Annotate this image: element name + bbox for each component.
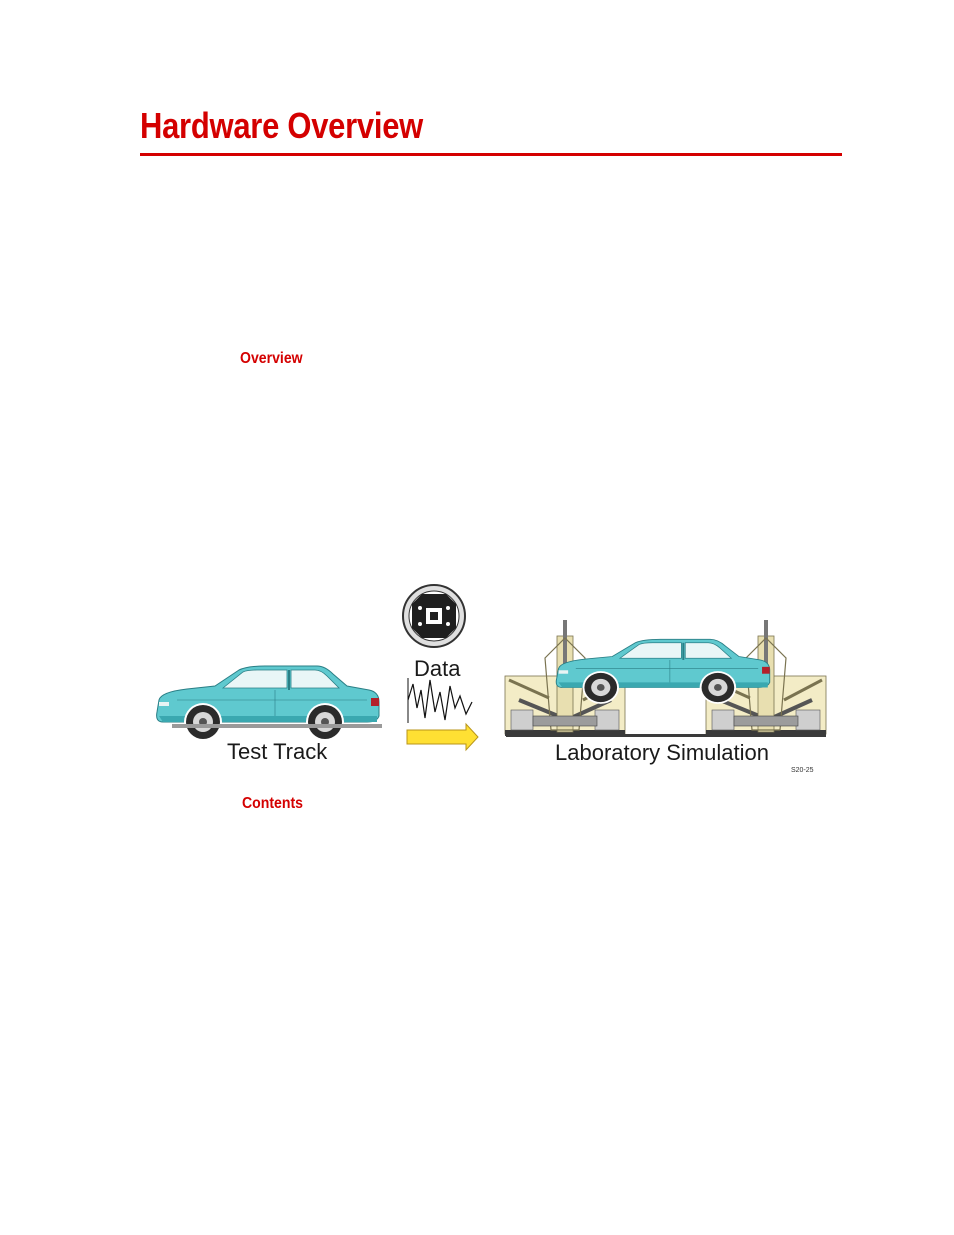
- section-heading-contents: Contents: [242, 795, 304, 812]
- title-rule: [140, 153, 842, 156]
- wheel-transducer-icon: [403, 585, 465, 647]
- figure-code: S20-25: [791, 767, 814, 774]
- test-track-label: Test Track: [227, 739, 328, 764]
- arrow-icon: [407, 724, 478, 750]
- data-label: Data: [414, 656, 461, 681]
- page-title: Hardware Overview: [140, 105, 424, 146]
- data-waveform-icon: [408, 678, 472, 723]
- track-ground: [172, 724, 382, 728]
- test-track-car: [157, 666, 379, 741]
- lab-simulation-label: Laboratory Simulation: [555, 740, 770, 765]
- section-heading-overview: Overview: [240, 350, 303, 367]
- test-track-to-lab-figure: [150, 580, 830, 780]
- lab-simulation-rig: [505, 620, 826, 737]
